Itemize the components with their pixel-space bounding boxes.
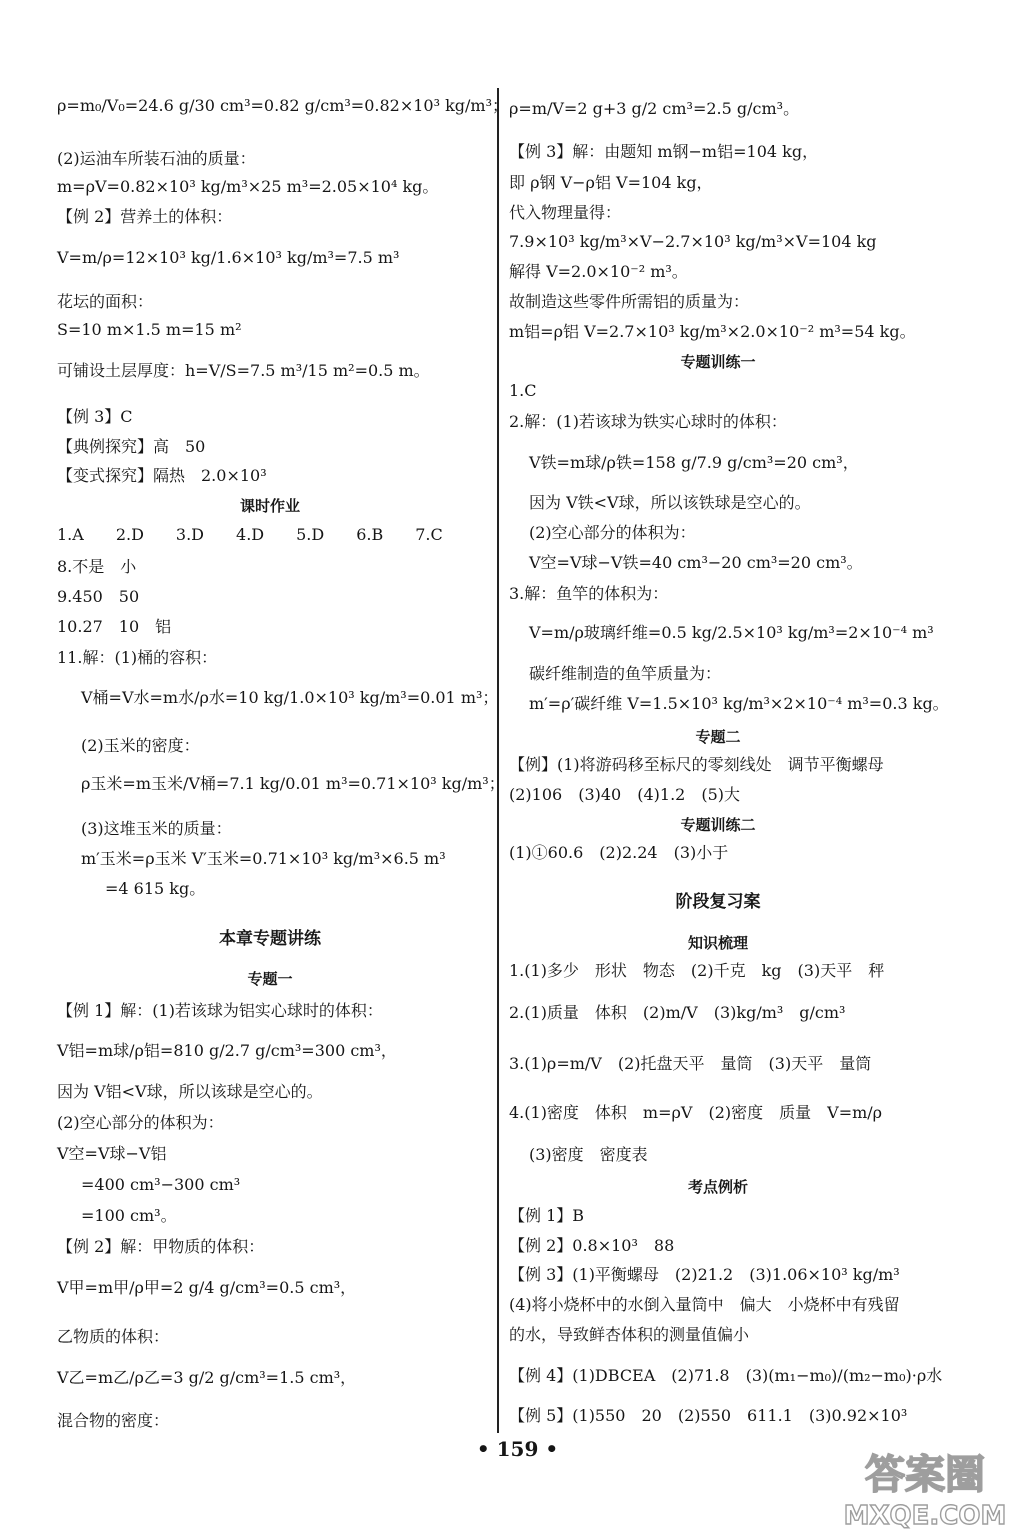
- answer-line: (3)密度 密度表: [529, 1145, 648, 1164]
- answer-line: 【例 3】(1)平衡螺母 (2)21.2 (3)1.06×10³ kg/m³: [509, 1265, 900, 1284]
- section-heading: 本章专题讲练: [219, 929, 321, 949]
- watermark-line2: MXQE.COM: [843, 1501, 1007, 1530]
- watermark-logo: [825, 1442, 1025, 1530]
- answer-line: 的水，导致鲜杏体积的测量值偏小: [509, 1325, 750, 1344]
- answer-line: (2)运油车所装石油的质量：: [57, 149, 256, 168]
- answer-line: 碳纤维制造的鱼竿质量为：: [529, 664, 722, 683]
- answer-line: 乙物质的体积：: [57, 1327, 170, 1346]
- answer-line: V=m/ρ=12×10³ kg/1.6×10³ kg/m³=7.5 m³: [57, 248, 400, 267]
- answer-line: V甲=m甲/ρ甲=2 g/4 g/cm³=0.5 cm³，: [57, 1278, 357, 1297]
- answer-line: 【例 4】(1)DBCEA (2)71.8 (3)(m₁−m₀)/(m₂−m₀)·ρ水: [509, 1366, 943, 1385]
- answer-line: 因为 V铁<V球，所以该铁球是空心的。: [529, 493, 811, 512]
- answer-line: 2.(1)质量 体积 (2)m/V (3)kg/m³ g/cm³: [509, 1003, 846, 1022]
- answer-line: 1.(1)多少 形状 物态 (2)千克 kg (3)天平 秤: [509, 961, 885, 980]
- page-number: • 159 •: [476, 1437, 559, 1461]
- answer-line: 【例 2】0.8×10³ 88: [509, 1236, 675, 1255]
- answer-line: (3)这堆玉米的质量：: [81, 819, 232, 838]
- answer-line: 【例 3】C: [57, 407, 133, 426]
- answer-line: m铝=ρ铝 V=2.7×10³ kg/m³×2.0×10⁻² m³=54 kg。: [509, 322, 916, 341]
- answer-line: =100 cm³。: [81, 1206, 177, 1225]
- answer-line: 故制造这些零件所需铝的质量为：: [509, 292, 750, 311]
- answer-line: 2.解：(1)若该球为铁实心球时的体积：: [509, 412, 787, 431]
- answer-line: 【变式探究】隔热 2.0×10³: [57, 466, 267, 485]
- answer-line: 7.9×10³ kg/m³×V−2.7×10³ kg/m³×V=104 kg: [509, 232, 877, 251]
- answer-line: 8.不是 小: [57, 557, 137, 576]
- answer-line: 11.解：(1)桶的容积：: [57, 648, 218, 667]
- answer-line: 代入物理量得：: [509, 203, 622, 222]
- answer-line: V=m/ρ玻璃纤维=0.5 kg/2.5×10³ kg/m³=2×10⁻⁴ m³: [529, 623, 934, 642]
- answer-line: 花坛的面积：: [57, 292, 154, 311]
- answer-line: 【例 1】B: [509, 1206, 585, 1225]
- answer-line: (2)空心部分的体积为：: [529, 523, 696, 542]
- answer-line: 【例 5】(1)550 20 (2)550 611.1 (3)0.92×10³: [509, 1406, 908, 1425]
- answer-line: (1)①60.6 (2)2.24 (3)小于: [509, 843, 729, 862]
- answer-line: V乙=m乙/ρ乙=3 g/2 g/cm³=1.5 cm³，: [57, 1368, 357, 1387]
- answer-line: 解得 V=2.0×10⁻² m³。: [509, 262, 688, 281]
- answer-line: V桶=V水=m水/ρ水=10 kg/1.0×10³ kg/m³=0.01 m³；: [81, 688, 499, 707]
- answer-line: (2)玉米的密度：: [81, 736, 200, 755]
- answer-line: =4 615 kg。: [105, 879, 206, 898]
- watermark-line1: 答案圈: [865, 1452, 985, 1498]
- section-heading: 专题训练一: [680, 353, 756, 371]
- answer-line: 1.C: [509, 381, 537, 400]
- answer-line: (4)将小烧杯中的水倒入量筒中 偏大 小烧杯中有残留: [509, 1295, 900, 1314]
- answer-line: 3.(1)ρ=m/V (2)托盘天平 量筒 (3)天平 量筒: [509, 1054, 872, 1073]
- answer-line: m′=ρ′碳纤维 V=1.5×10³ kg/m³×2×10⁻⁴ m³=0.3 kg。: [529, 694, 949, 713]
- answer-line: V空=V球−V铁=40 cm³−20 cm³=20 cm³。: [529, 553, 863, 572]
- answer-line: ρ玉米=m玉米/V桶=7.1 kg/0.01 m³=0.71×10³ kg/m³；: [81, 774, 505, 793]
- answer-line: 【例 1】解：(1)若该球为铝实心球时的体积：: [57, 1001, 383, 1020]
- answer-line: (2)106 (3)40 (4)1.2 (5)大: [509, 785, 741, 804]
- answer-line: 【例】(1)将游码移至标尺的零刻线处 调节平衡螺母: [509, 755, 884, 774]
- answer-line: 混合物的密度：: [57, 1411, 170, 1430]
- section-heading: 阶段复习案: [675, 892, 761, 912]
- answer-line: 【典例探究】高 50: [57, 437, 206, 456]
- section-heading: 专题二: [695, 728, 741, 746]
- answer-line: =400 cm³−300 cm³: [81, 1175, 241, 1194]
- answer-line: m=ρV=0.82×10³ kg/m³×25 m³=2.05×10⁴ kg。: [57, 177, 439, 196]
- section-heading: 专题训练二: [680, 816, 756, 834]
- answer-line: 4.(1)密度 体积 m=ρV (2)密度 质量 V=m/ρ: [509, 1103, 883, 1122]
- section-heading: 知识梳理: [687, 934, 748, 952]
- answer-line: 【例 2】营养土的体积：: [57, 207, 233, 226]
- answer-line: S=10 m×1.5 m=15 m²: [57, 320, 242, 339]
- section-heading: 考点例析: [687, 1178, 748, 1196]
- answer-line: 即 ρ钢 V−ρ铝 V=104 kg，: [509, 173, 713, 192]
- section-heading: 专题一: [247, 970, 293, 988]
- answer-line: ρ=m₀/V₀=24.6 g/30 cm³=0.82 g/cm³=0.82×10³ kg/m³；: [57, 96, 509, 115]
- answer-line: 可铺设土层厚度：h=V/S=7.5 m³/15 m²=0.5 m。: [57, 361, 430, 380]
- answer-line: 9.450 50: [57, 587, 140, 606]
- answer-line: m′玉米=ρ玉米 V′玉米=0.71×10³ kg/m³×6.5 m³: [81, 849, 446, 868]
- answer-line: ρ=m/V=2 g+3 g/2 cm³=2.5 g/cm³。: [509, 99, 800, 118]
- answer-line: 因为 V铝<V球，所以该球是空心的。: [57, 1082, 323, 1101]
- answer-line: V铁=m球/ρ铁=158 g/7.9 g/cm³=20 cm³，: [529, 453, 859, 472]
- answer-line: 【例 3】解：由题知 m钢−m铝=104 kg，: [509, 142, 819, 161]
- answer-line: 1.A 2.D 3.D 4.D 5.D 6.B 7.C: [57, 525, 443, 544]
- answer-line: (2)空心部分的体积为：: [57, 1113, 224, 1132]
- answer-line: 3.解：鱼竿的体积为：: [509, 584, 669, 603]
- section-heading: 课时作业: [239, 497, 300, 515]
- answer-line: 【例 2】解：甲物质的体积：: [57, 1237, 265, 1256]
- answer-line: V铝=m球/ρ铝=810 g/2.7 g/cm³=300 cm³，: [57, 1041, 397, 1060]
- answer-line: V空=V球−V铝: [57, 1144, 167, 1163]
- answer-line: 10.27 10 铝: [57, 617, 172, 636]
